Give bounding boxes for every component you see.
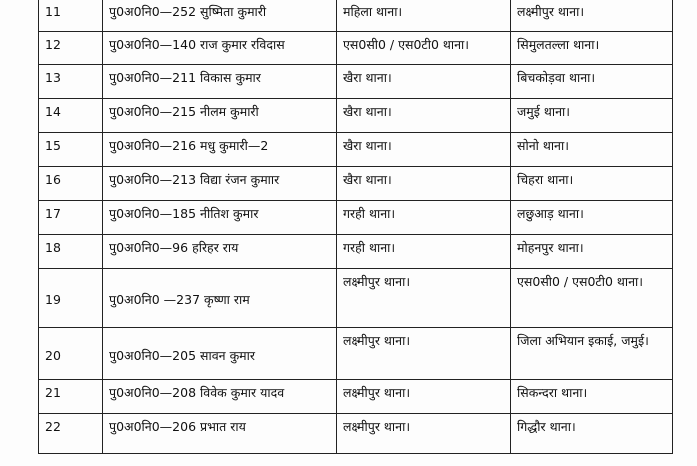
current-posting: लक्ष्मीपुर थाना। bbox=[337, 328, 511, 380]
current-posting: लक्ष्मीपुर थाना। bbox=[337, 269, 511, 328]
table-row bbox=[39, 328, 673, 380]
serial-number: 11 bbox=[39, 0, 103, 32]
table-row bbox=[39, 235, 673, 269]
new-posting: चिहरा थाना। bbox=[511, 167, 673, 201]
current-posting: खैरा थाना। bbox=[337, 133, 511, 167]
new-posting: मोहनपुर थाना। bbox=[511, 235, 673, 269]
table-row bbox=[39, 380, 673, 414]
serial-number: 22 bbox=[39, 414, 103, 454]
new-posting: जमुई थाना। bbox=[511, 99, 673, 133]
current-posting: गरही थाना। bbox=[337, 235, 511, 269]
serial-number: 17 bbox=[39, 201, 103, 235]
officer-name: पु0अ0नि0—96 हरिहर राय bbox=[103, 235, 337, 269]
officer-name: पु0अ0नि0—208 विवेक कुमार यादव bbox=[103, 380, 337, 414]
table-row bbox=[39, 65, 673, 99]
serial-number: 18 bbox=[39, 235, 103, 269]
new-posting: सिकन्दरा थाना। bbox=[511, 380, 673, 414]
new-posting: जिला अभियान इकाई, जमुई। bbox=[511, 328, 673, 380]
serial-number: 13 bbox=[39, 65, 103, 99]
officer-name: पु0अ0नि0—205 सावन कुमार bbox=[103, 328, 337, 380]
serial-number: 19 bbox=[39, 269, 103, 328]
new-posting: गिद्धौर थाना। bbox=[511, 414, 673, 454]
officer-name: पु0अ0नि0—252 सुष्मिता कुमारी bbox=[103, 0, 337, 32]
current-posting: लक्ष्मीपुर थाना। bbox=[337, 414, 511, 454]
officer-name: पु0अ0नि0—216 मधु कुमारी—2 bbox=[103, 133, 337, 167]
serial-number: 12 bbox=[39, 32, 103, 65]
table-row bbox=[39, 32, 673, 65]
table-row bbox=[39, 269, 673, 328]
current-posting: गरही थाना। bbox=[337, 201, 511, 235]
table-row bbox=[39, 133, 673, 167]
current-posting: महिला थाना। bbox=[337, 0, 511, 32]
officer-name: पु0अ0नि0—206 प्रभात राय bbox=[103, 414, 337, 454]
new-posting: लछुआड़ थाना। bbox=[511, 201, 673, 235]
new-posting: बिचकोड़वा थाना। bbox=[511, 65, 673, 99]
serial-number: 21 bbox=[39, 380, 103, 414]
current-posting: एस0सी0 / एस0टी0 थाना। bbox=[337, 32, 511, 65]
officer-name: पु0अ0नि0—213 विद्या रंजन कुमाार bbox=[103, 167, 337, 201]
table-row bbox=[39, 0, 673, 32]
transfer-table bbox=[38, 0, 673, 454]
new-posting: सिमुलतल्ला थाना। bbox=[511, 32, 673, 65]
table-row bbox=[39, 167, 673, 201]
new-posting: लक्ष्मीपुर थाना। bbox=[511, 0, 673, 32]
table-row bbox=[39, 99, 673, 133]
serial-number: 15 bbox=[39, 133, 103, 167]
serial-number: 16 bbox=[39, 167, 103, 201]
officer-name: पु0अ0नि0—140 राज कुमार रविदास bbox=[103, 32, 337, 65]
officer-name: पु0अ0नि0—211 विकास कुमार bbox=[103, 65, 337, 99]
serial-number: 14 bbox=[39, 99, 103, 133]
officer-name: पु0अ0नि0 —237 कृष्णा राम bbox=[103, 269, 337, 328]
officer-name: पु0अ0नि0—215 नीलम कुमारी bbox=[103, 99, 337, 133]
current-posting: खैरा थाना। bbox=[337, 167, 511, 201]
new-posting: सोनो थाना। bbox=[511, 133, 673, 167]
new-posting: एस0सी0 / एस0टी0 थाना। bbox=[511, 269, 673, 328]
current-posting: खैरा थाना। bbox=[337, 65, 511, 99]
table-row bbox=[39, 201, 673, 235]
serial-number: 20 bbox=[39, 328, 103, 380]
current-posting: लक्ष्मीपुर थाना। bbox=[337, 380, 511, 414]
table-row bbox=[39, 414, 673, 454]
officer-name: पु0अ0नि0—185 नीतिश कुमार bbox=[103, 201, 337, 235]
current-posting: खैरा थाना। bbox=[337, 99, 511, 133]
